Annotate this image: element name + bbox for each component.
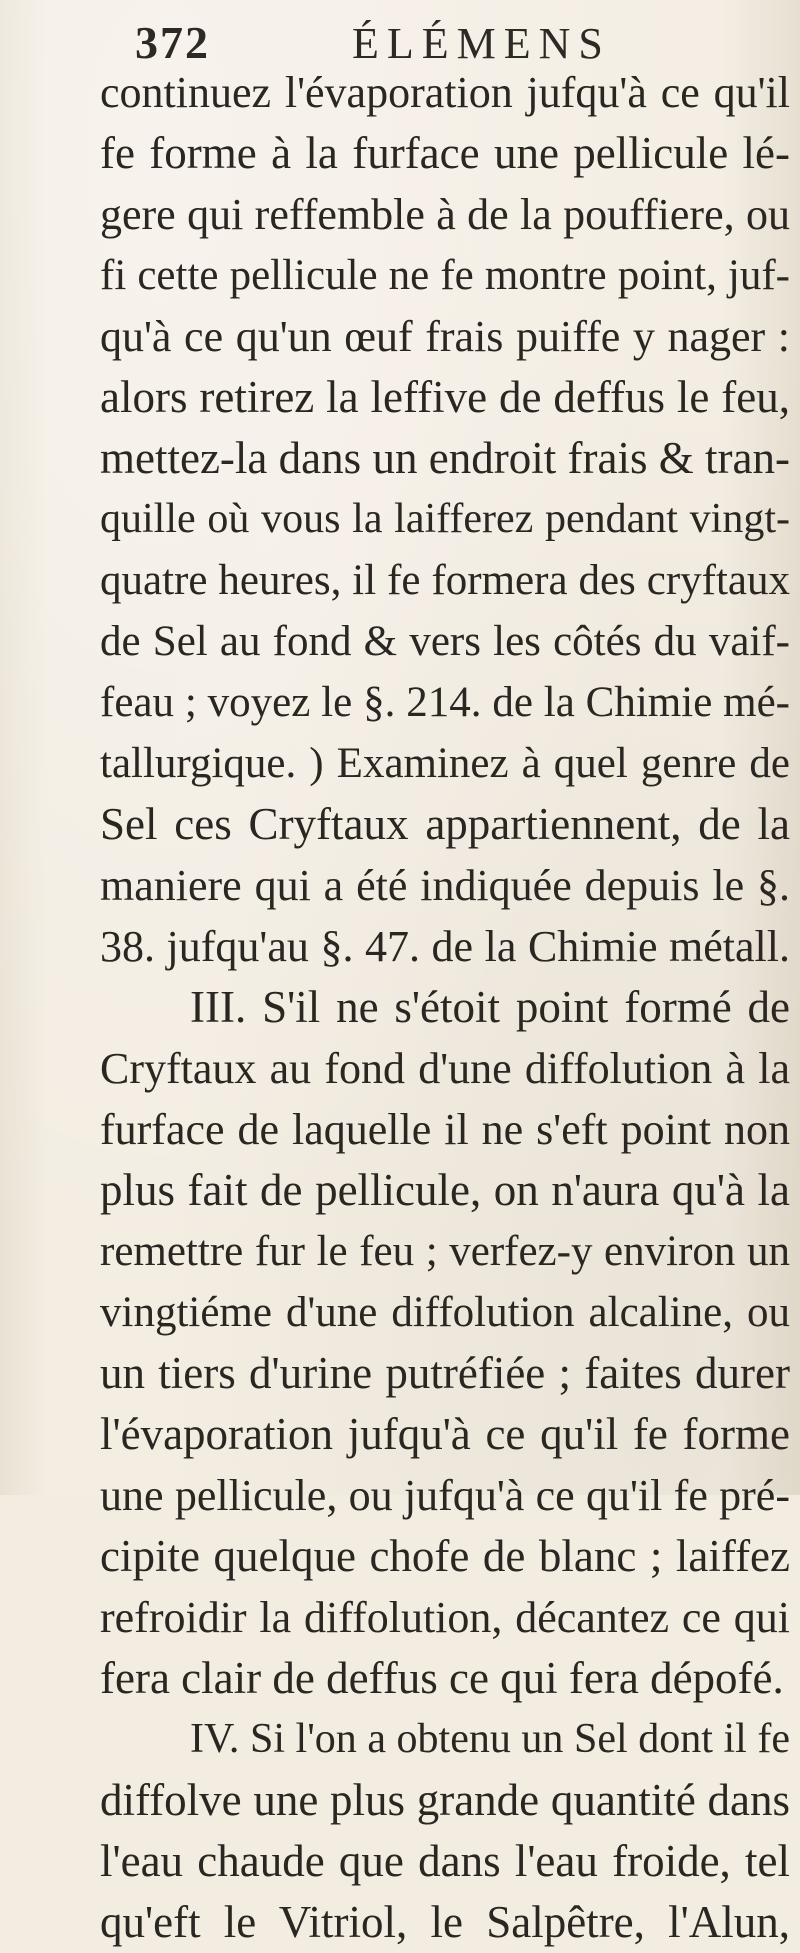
text-line: maniere qui a été indiquée depuis le §.: [100, 861, 790, 910]
text-line: fe forme à la furface une pellicule lé-: [100, 128, 790, 178]
text-line: remettre fur le feu ; verfez-y environ un: [100, 1228, 790, 1275]
section-start-line: IV. Si l'on a obtenu un Sel dont il fe: [190, 1716, 790, 1762]
text-line: qu'eft le Vitriol, le Salpêtre, l'Alun,: [100, 1897, 790, 1947]
text-line: feau ; voyez le §. 214. de la Chimie mé-: [100, 679, 790, 726]
text-line: fi cette pellicule ne fe montre point, juf-: [100, 252, 790, 299]
text-line: l'évaporation jufqu'à ce qu'il fe forme: [100, 1409, 790, 1459]
running-head: ÉLÉMENS: [352, 19, 611, 68]
text-line: fera clair de deffus ce qui fera dépofé.: [100, 1653, 784, 1703]
text-line: cipite quelque chofe de blanc ; laiffez: [100, 1531, 790, 1581]
text-line: refroidir la diffolution, décantez ce qui: [100, 1593, 790, 1642]
text-line: alors retirez la leffive de deffus le feu,: [100, 372, 790, 422]
text-line: furface de laquelle il ne s'eft point non: [100, 1105, 790, 1154]
page-number: 372: [135, 17, 210, 68]
text-line: de Sel au fond & vers les côtés du vaif-: [100, 618, 790, 665]
text-line: diffolve une plus grande quantité dans: [100, 1775, 790, 1825]
text-line: gere qui reffemble à de la pouffiere, ou: [100, 190, 790, 239]
text-line: l'eau chaude que dans l'eau froide, tel: [100, 1836, 790, 1886]
section-start-line: III. S'il ne s'étoit point formé de: [190, 982, 790, 1032]
text-line: qu'à ce qu'un œuf frais puiffe y nager :: [100, 312, 790, 361]
text-line: vingtiéme d'une diffolution alcaline, ou: [100, 1289, 790, 1336]
text-line: Cryftaux au fond d'une diffolution à la: [100, 1044, 790, 1093]
text-line: 38. jufqu'au §. 47. de la Chimie métall.: [100, 922, 790, 971]
text-line: mettez-la dans un endroit frais & tran-: [100, 433, 790, 483]
body-text: [100, 62, 790, 1953]
text-line: Sel ces Cryftaux appartiennent, de la: [100, 799, 790, 849]
text-line: continuez l'évaporation jufqu'à ce qu'il: [100, 68, 790, 117]
text-line: quatre heures, il fe formera des cryftaux: [100, 557, 790, 604]
text-line: une pellicule, ou jufqu'à ce qu'il fe pré-: [100, 1471, 790, 1520]
text-line: quille où vous la laifferez pendant vingt-: [100, 496, 790, 542]
text-line: un tiers d'urine putréfiée ; faites durer: [100, 1348, 790, 1398]
text-line: tallurgique. ) Examinez à quel genre de: [100, 740, 790, 787]
text-line: plus fait de pellicule, on n'aura qu'à la: [100, 1165, 790, 1215]
